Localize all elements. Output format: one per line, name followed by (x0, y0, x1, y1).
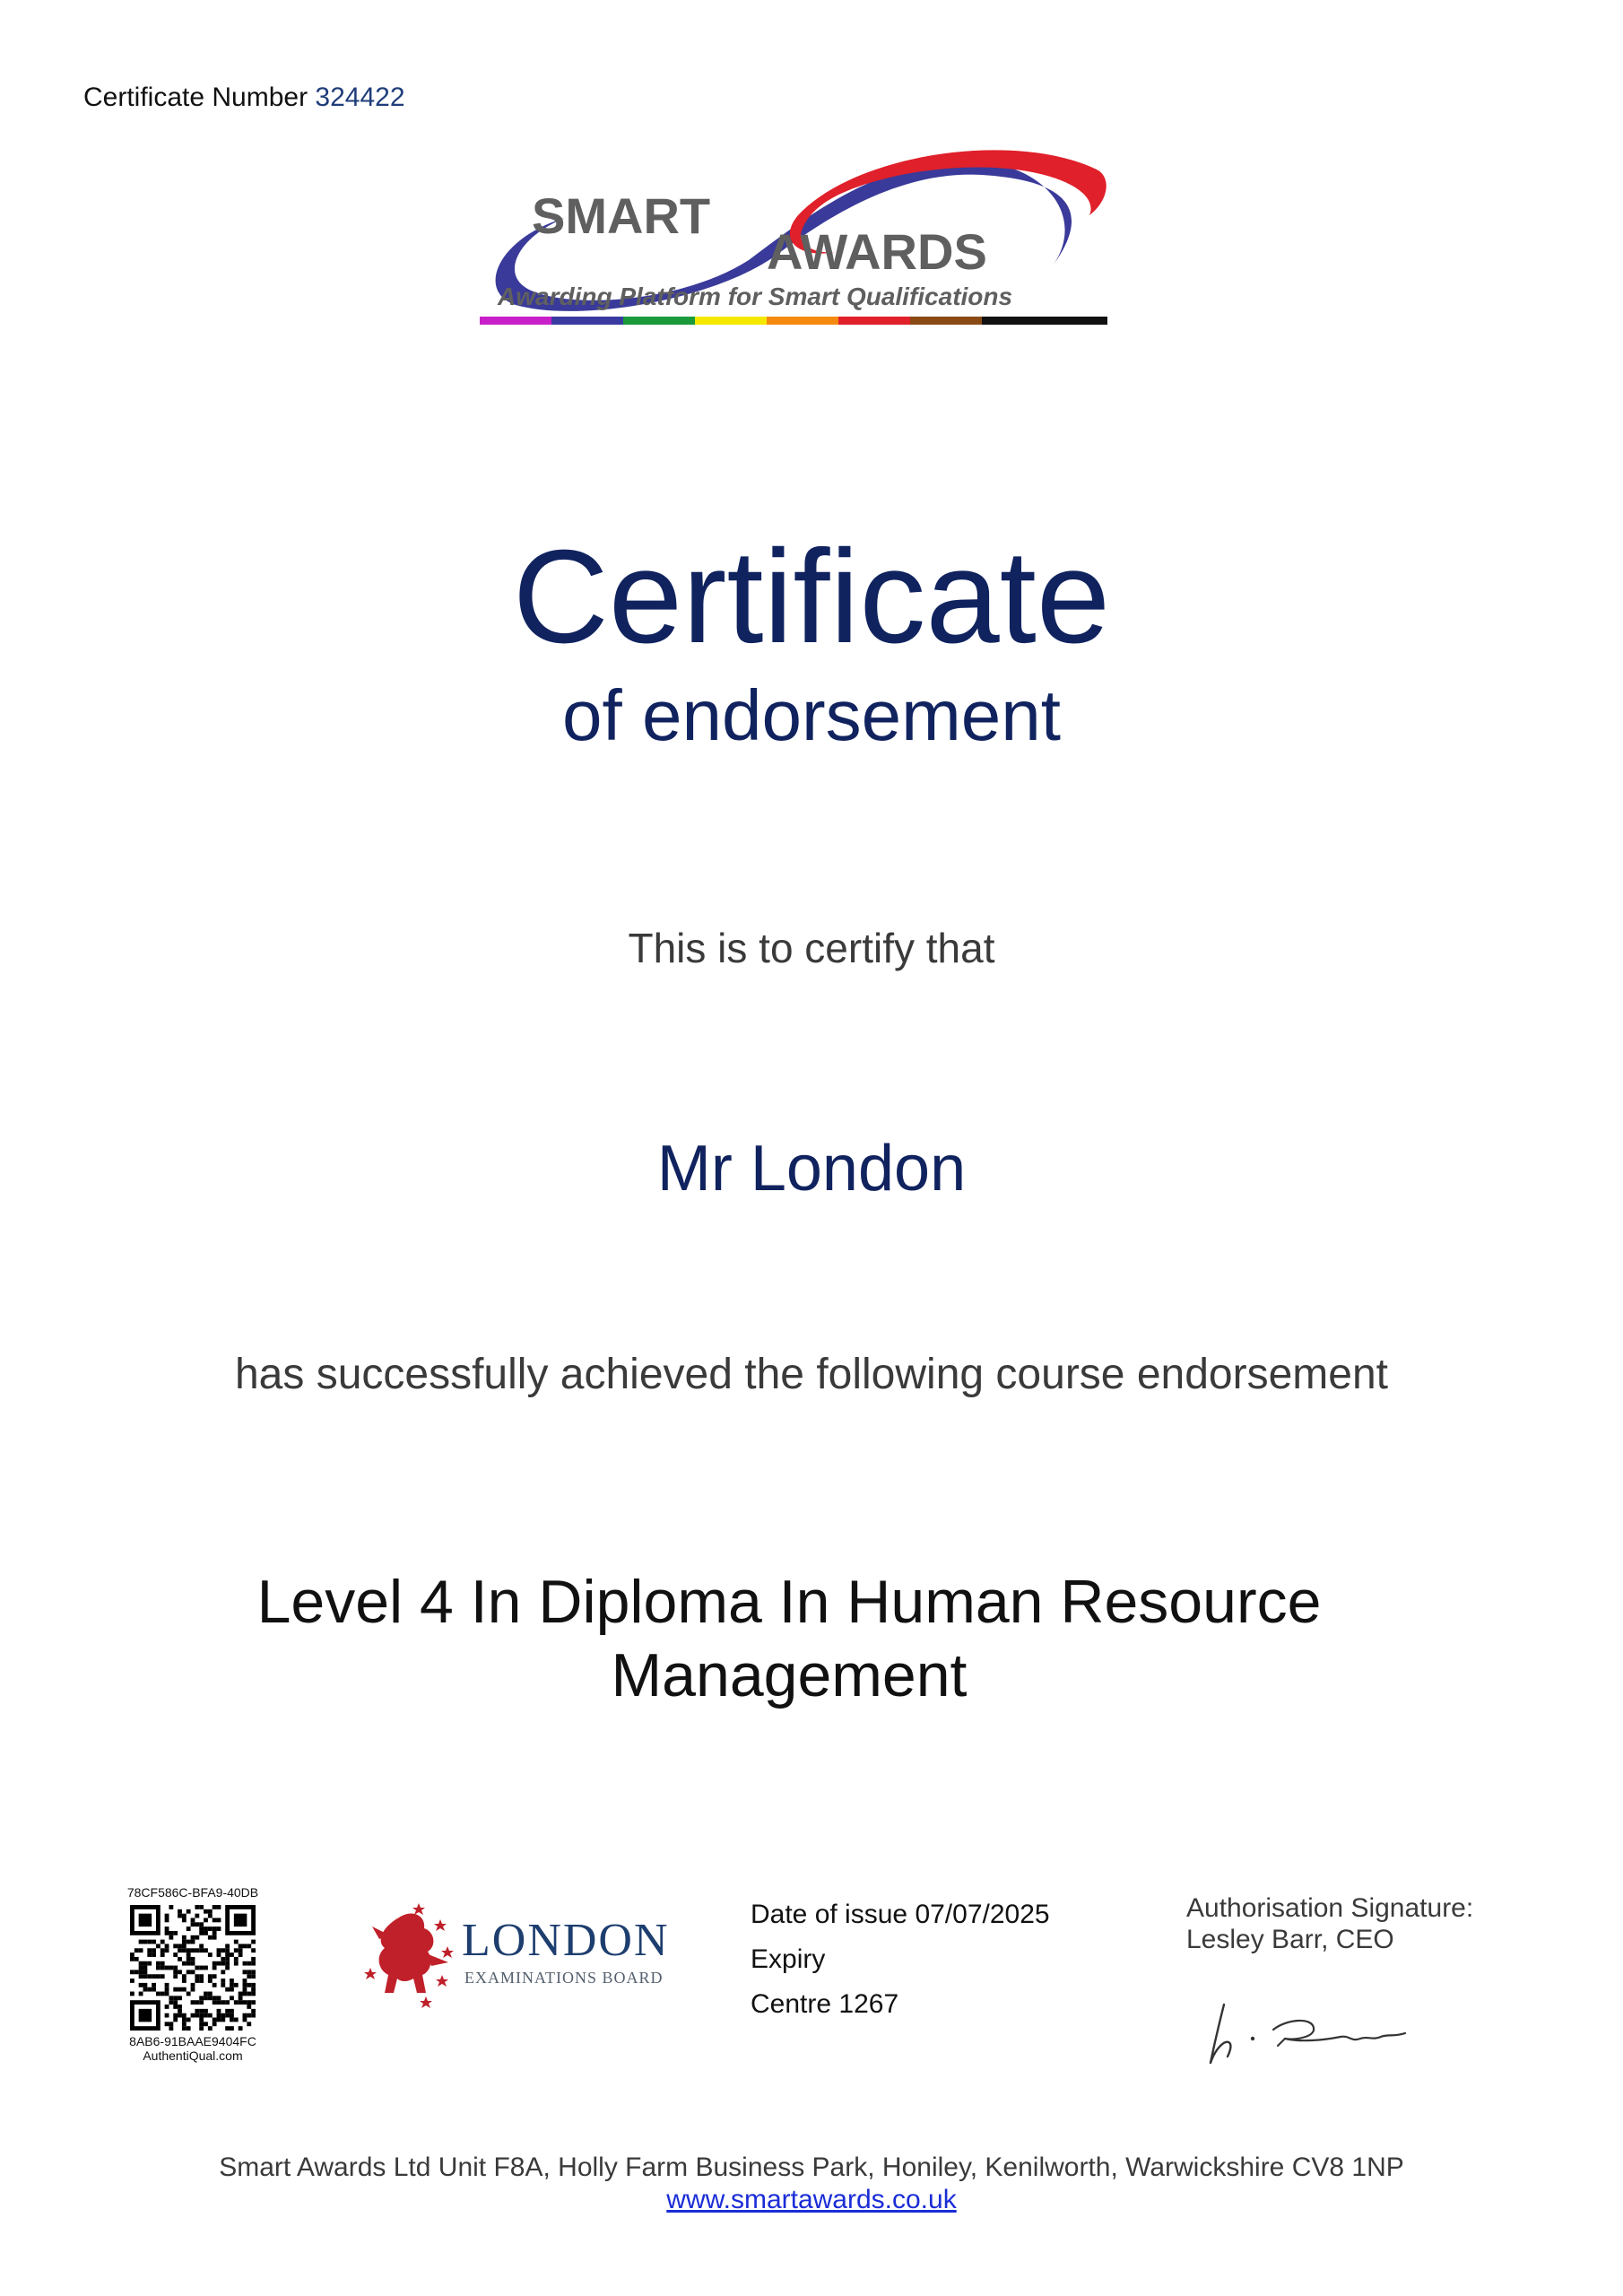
signature-label: Authorisation Signature: (1186, 1893, 1474, 1923)
date-of-issue-label: Date of issue (751, 1900, 908, 1929)
certificate-number-label: Certificate Number (83, 83, 308, 112)
logo-text-awards: AWARDS (767, 223, 987, 280)
certificate-number-value: 324422 (315, 83, 405, 112)
london-board-name: LONDON (462, 1915, 670, 1966)
centre-label: Centre (751, 1989, 832, 2019)
centre-value: 1267 (838, 1989, 899, 2019)
recipient-name: Mr London (656, 1133, 967, 1205)
qr-site: AuthentiQual.com (143, 2048, 243, 2063)
footer-address: Smart Awards Ltd Unit F8A, Holly Farm Business Park, Honiley, Kenilworth, Warwickshire CV8 1NP (219, 2152, 1404, 2182)
expiry (751, 1937, 1050, 1982)
certificate-title: Certificate (512, 523, 1111, 671)
footer-website (0, 2185, 1623, 2215)
website-link[interactable]: www.smartawards.co.uk (666, 2185, 957, 2214)
expiry-label: Expiry (751, 1944, 826, 1974)
authorisation-block (1186, 1892, 1473, 1955)
certificate-number (83, 83, 405, 113)
date-of-issue-value: 07/07/2025 (915, 1900, 1050, 1929)
achieved-text: has successfully achieved the following course endorsement (234, 1351, 1389, 1398)
logo-text-smart: SMART (532, 187, 711, 244)
qr-code-icon[interactable] (130, 1905, 256, 2031)
certificate-subtitle: of endorsement (562, 675, 1061, 755)
certify-text: This is to certify that (628, 925, 995, 971)
london-board-subtitle: EXAMINATIONS BOARD (464, 1969, 664, 1987)
lion-emblem-icon (363, 1900, 457, 2012)
qr-code-bottom: 8AB6-91BAAE9404FC (129, 2034, 256, 2048)
centre (751, 1982, 1050, 2027)
signatory-name: Lesley Barr, CEO (1186, 1925, 1394, 1954)
qr-code-top: 78CF586C-BFA9-40DB (126, 1885, 259, 1900)
date-of-issue (751, 1892, 1050, 1937)
course-title-line-1: Level 4 In Diploma In Human Resource (256, 1568, 1322, 1636)
logo-color-stripe (480, 317, 1107, 325)
handwritten-signature (1197, 1987, 1408, 2067)
logo-tagline: Awarding Platform for Smart Qualifications (498, 283, 1013, 310)
course-title-line-2: Management (611, 1641, 968, 1709)
qr-verification (99, 1885, 287, 2063)
smart-awards-logo (480, 148, 1112, 408)
course-title (161, 1565, 1417, 1712)
issue-info (751, 1892, 1050, 2027)
